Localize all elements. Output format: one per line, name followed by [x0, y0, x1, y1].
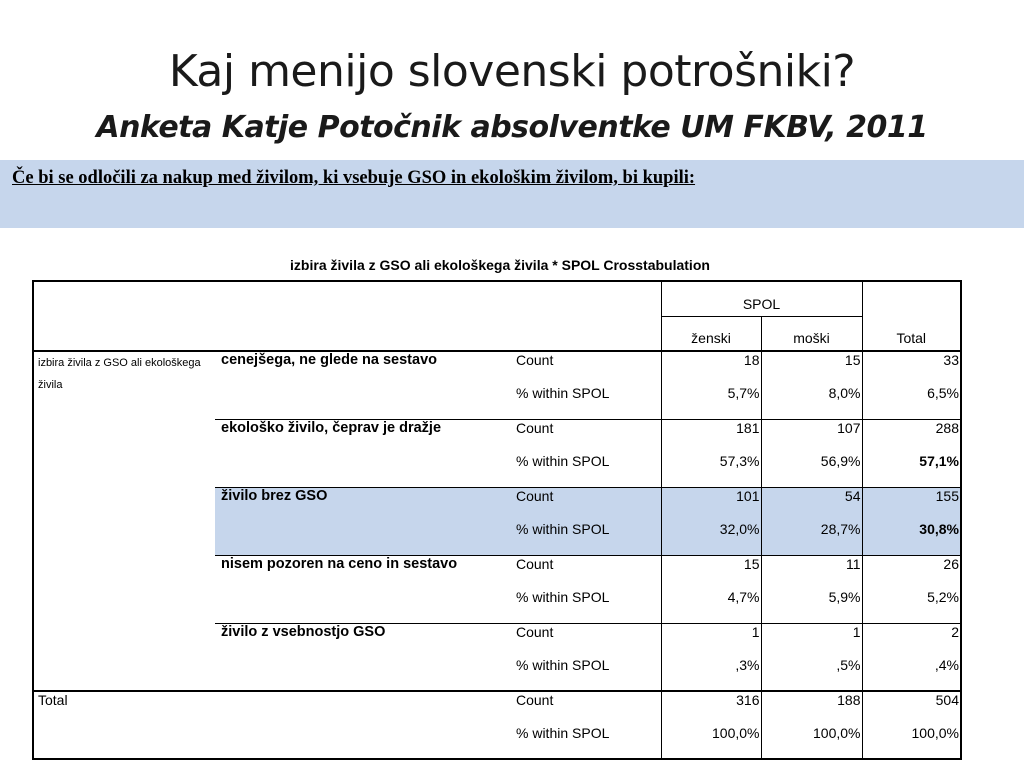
cell-count-total: 155	[862, 487, 961, 521]
cell-count: 54	[761, 487, 862, 521]
crosstab-title: izbira živila z GSO ali ekološkega živila * SPOL Crosstabulation	[290, 257, 710, 273]
crosstab-table-wrap	[32, 280, 962, 760]
stat-label-count: Count	[512, 691, 661, 725]
slide-subtitle: Anketa Katje Potočnik absolventke UM FKBV, 2011	[96, 110, 928, 145]
cell-pct: 8,0%	[761, 385, 862, 419]
cell-pct-total: ,4%	[862, 657, 961, 691]
stat-label-pct: % within SPOL	[512, 521, 661, 555]
stat-label-count: Count	[512, 487, 661, 521]
question-text: Če bi se odločili za nakup med živilom, ki vsebuje GSO in ekološkim živilom, bi kupili:	[12, 168, 696, 188]
crosstab-table	[32, 280, 962, 760]
cell-pct: 32,0%	[661, 521, 761, 555]
header-total: Total	[862, 281, 961, 351]
cell-count: 188	[761, 691, 862, 725]
row-variable-label: izbira živila z GSO ali ekološkega živila	[33, 351, 215, 691]
row-category-label: ekološko živilo, čeprav je dražje	[215, 419, 512, 487]
cell-pct: 4,7%	[661, 589, 761, 623]
stat-label-count: Count	[512, 623, 661, 657]
row-category-label: živilo brez GSO	[215, 487, 512, 555]
cell-count-total: 2	[862, 623, 961, 657]
row-category-label: živilo z vsebnostjo GSO	[215, 623, 512, 691]
stat-label-pct: % within SPOL	[516, 385, 610, 401]
cell-count-total: 288	[862, 419, 961, 453]
cell-count: 101	[661, 487, 761, 521]
cell-count: 15	[661, 555, 761, 589]
cell-count-total: 33	[862, 351, 961, 385]
cell-count: 15	[761, 351, 862, 385]
stat-label-pct: % within SPOL	[516, 453, 610, 469]
cell-pct: ,5%	[761, 657, 862, 691]
header-empty-cell	[33, 281, 661, 351]
cell-count: 1	[661, 623, 761, 657]
cell-pct: 100,0%	[661, 725, 761, 759]
cell-count-total: 504	[862, 691, 961, 725]
stat-label-count: Count	[512, 351, 661, 385]
cell-count-total: 26	[862, 555, 961, 589]
slide-title: Kaj menijo slovenski potrošniki?	[168, 46, 856, 97]
header-zenski: ženski	[661, 316, 761, 351]
cell-pct-total: 57,1%	[862, 453, 961, 487]
total-row-label: Total	[33, 691, 512, 725]
cell-count: 11	[761, 555, 862, 589]
cell-pct-total: 30,8%	[862, 521, 961, 555]
cell-pct-total: 5,2%	[862, 589, 961, 623]
stat-label-count: Count	[512, 555, 661, 589]
stat-label-count: Count	[512, 419, 661, 453]
cell-count: 181	[661, 419, 761, 453]
stat-label-pct: % within SPOL	[512, 725, 661, 759]
row-category-label: nisem pozoren na ceno in sestavo	[215, 555, 512, 623]
cell-pct: 28,7%	[761, 521, 862, 555]
stat-label-pct: % within SPOL	[516, 657, 610, 673]
cell-pct: 5,7%	[661, 385, 761, 419]
total-row-empty	[33, 725, 512, 759]
header-spol: SPOL	[661, 281, 862, 316]
cell-pct: 5,9%	[761, 589, 862, 623]
cell-count: 316	[661, 691, 761, 725]
cell-count: 1	[761, 623, 862, 657]
cell-pct-total: 6,5%	[862, 385, 961, 419]
cell-pct: 57,3%	[661, 453, 761, 487]
cell-pct: 56,9%	[761, 453, 862, 487]
cell-pct: ,3%	[661, 657, 761, 691]
header-moski: moški	[761, 316, 862, 351]
question-band	[0, 160, 1024, 228]
cell-pct-total: 100,0%	[862, 725, 961, 759]
cell-count: 18	[661, 351, 761, 385]
stat-label-pct: % within SPOL	[516, 589, 610, 605]
cell-pct: 100,0%	[761, 725, 862, 759]
row-category-label: cenejšega, ne glede na sestavo	[215, 351, 512, 419]
cell-count: 107	[761, 419, 862, 453]
